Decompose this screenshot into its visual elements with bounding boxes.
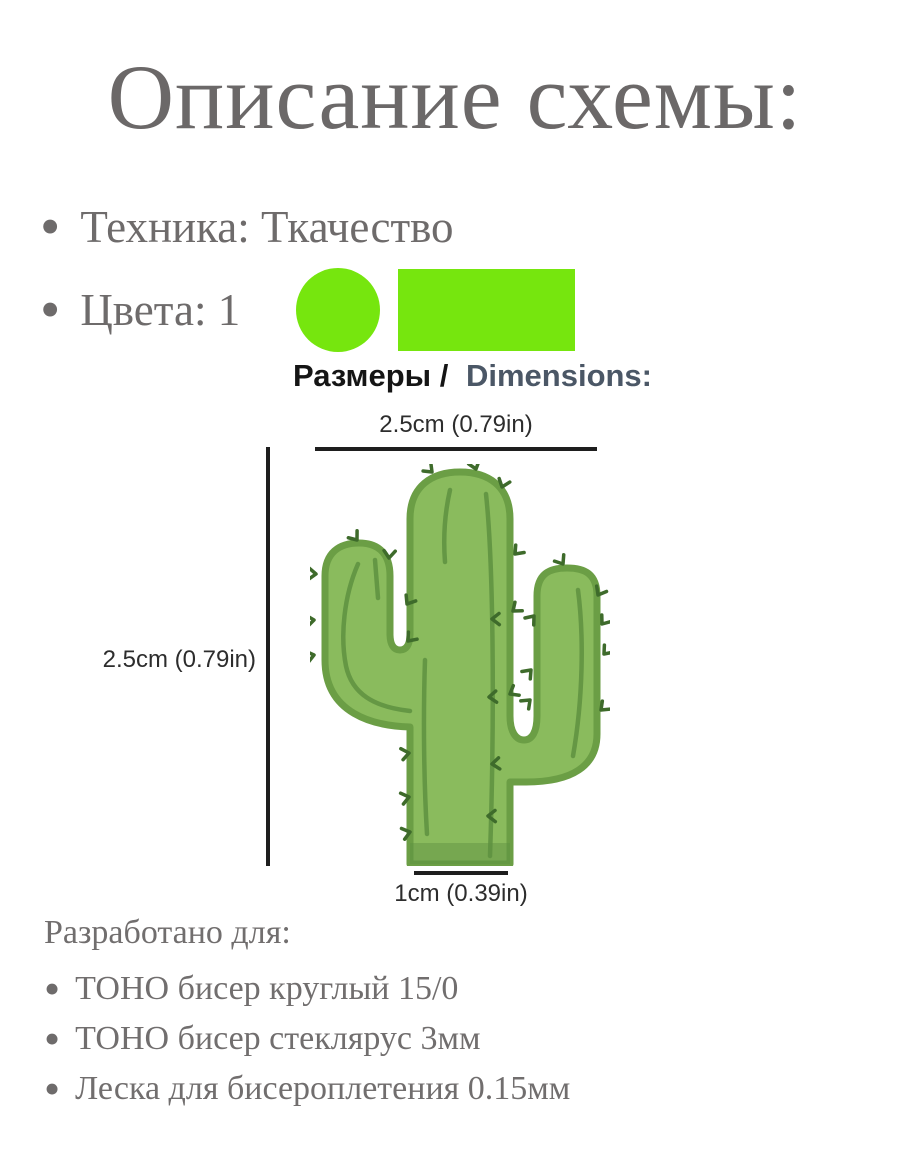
width-dimension-line <box>315 447 597 451</box>
cactus-base-shadow <box>406 843 514 866</box>
list-item: • ТОНО бисер стеклярус 3мм <box>44 1013 481 1064</box>
color-swatch-rectangle <box>398 269 575 351</box>
color-swatch-circle <box>296 268 380 352</box>
dimensions-heading-ru: Размеры / <box>293 358 449 393</box>
width-dimension-label: 2.5cm (0.79in) <box>379 411 533 438</box>
dimensions-heading <box>293 358 652 394</box>
cactus-body <box>325 472 597 864</box>
material-text: ТОНО бисер круглый 15/0 <box>75 970 459 1007</box>
material-text: ТОНО бисер стеклярус 3мм <box>75 1020 481 1057</box>
colors-row: • Цвета: 1 <box>40 266 575 354</box>
developed-for-heading: Разработано для: <box>44 914 291 951</box>
dimensions-heading-en: Dimensions: <box>465 358 652 393</box>
base-dimension-line <box>414 871 508 875</box>
height-dimension-line <box>266 447 270 866</box>
technique-text: Техника: Ткачество <box>80 202 454 252</box>
page-title: Описание схемы: <box>107 46 803 148</box>
height-dimension-label: 2.5cm (0.79in) <box>102 646 256 673</box>
developed-for-section <box>44 914 570 1114</box>
cactus-image <box>310 464 610 866</box>
technique-row: • Техника: Ткачество <box>40 194 454 259</box>
base-dimension-label: 1cm (0.39in) <box>394 880 528 907</box>
colors-text: Цвета: 1 <box>80 285 241 335</box>
material-text: Леска для бисероплетения 0.15мм <box>75 1070 571 1107</box>
list-item: • Леска для бисероплетения 0.15мм <box>44 1063 571 1114</box>
list-item: • ТОНО бисер круглый 15/0 <box>44 963 459 1014</box>
